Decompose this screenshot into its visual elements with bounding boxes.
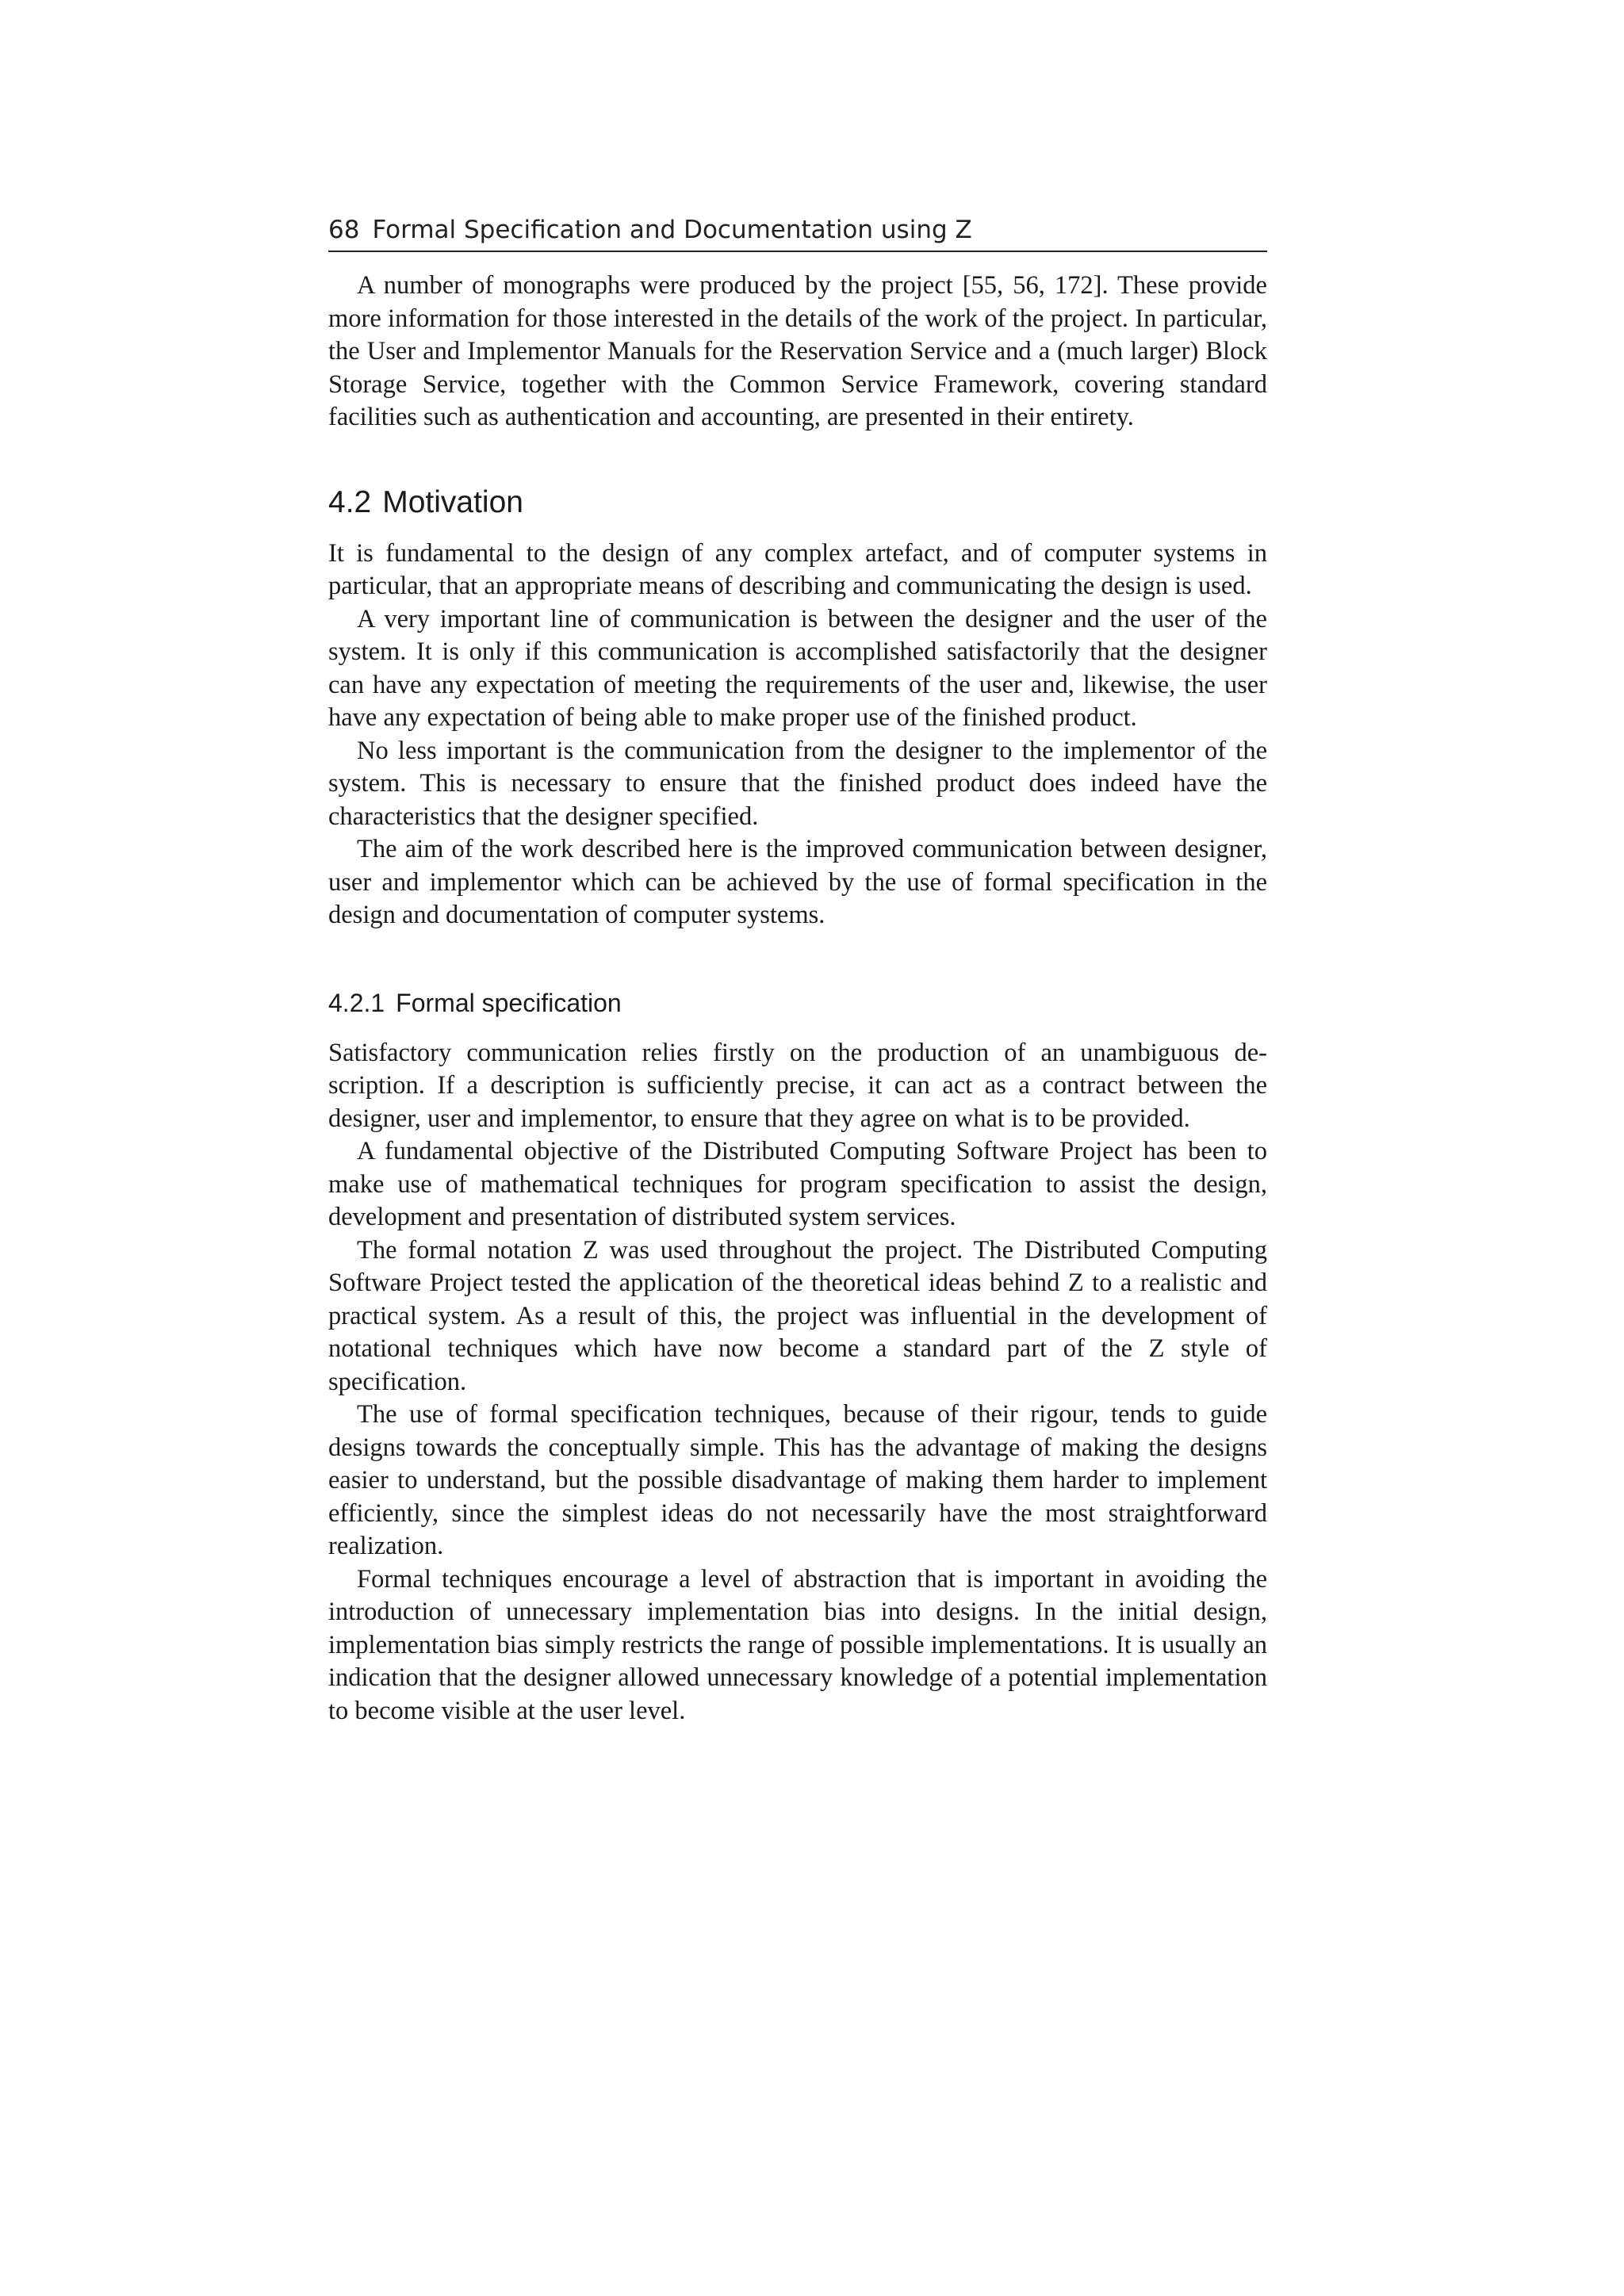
section-heading bbox=[328, 484, 1267, 522]
paragraph: A number of monographs were produced by the project [55, 56, 172]. These provide more information for those interested in the details of the work of the project. In particular, the User and Implementor Manuals for the Reservation Service and a (much larger) Block Storage Service, together with the Common Service Framework, covering standard facilities such as authentication and accounting, are presented in their entirety. bbox=[328, 271, 1267, 431]
page-number: 68 bbox=[328, 216, 360, 244]
paragraph: A very important line of communication is between the designer and the user of the system. It is only if this communication is accomplished satisfactorily that the designer can have any expectation of meeting the requirements of the user and, likewise, the user have any expectation of being able to make proper use of the finished product. bbox=[328, 604, 1267, 732]
paragraph: Formal techniques encourage a level of abstraction that is important in avoiding the introduction of unnecessary implementation bias into designs. In the initial design, implementation bias simply restricts the range of possible implementations. It is usually an indication that the designer allowed unnecessary knowledge of a potential implementation to become visible at the user level. bbox=[328, 1564, 1267, 1725]
running-head bbox=[328, 212, 1267, 252]
section-number: 4.2 bbox=[328, 484, 372, 519]
section-title: Motivation bbox=[382, 484, 523, 519]
paragraph: The use of formal specification techniques, because of their rigour, tends to guide designs towards the conceptually simple. This has the advantage of making the designs easier to understand, but the possible disadvantage of making them harder to implement efficiently, since the simplest ideas do not necessarily have the most straightforward realization. bbox=[328, 1400, 1267, 1560]
paragraph: A fundamental objective of the Distributed Computing Software Project has been to make use of mathematical techniques for program specification to assist the design, development and presentation of distributed system services. bbox=[328, 1137, 1267, 1231]
paragraph: The aim of the work described here is the improved communication between designer, user and implementor which can be achieved by the use of formal specification in the design and documentation of computer systems. bbox=[328, 835, 1267, 929]
subsection-title: Formal specification bbox=[396, 988, 622, 1017]
running-title: Formal Specification and Documentation using Z bbox=[372, 216, 972, 244]
paragraph: It is fundamental to the design of any complex artefact, and of computer systems in particular, that an appropriate means of describing and communicating the design is used. bbox=[328, 538, 1267, 600]
paragraph: Satisfactory communication relies firstly on the production of an unambiguous description. If a description is sufficiently precise, it can act as a contract between the designer, user and implementor, to ensure that they agree on what is to be provided. bbox=[328, 1038, 1267, 1133]
subsection-heading bbox=[328, 986, 1267, 1020]
paragraph: The formal notation Z was used throughout the project. The Distributed Computing Software Project tested the application of the theoretical ideas behind Z to a realistic and practical system. As a result of this, the project was influential in the development of notational techniques which have now become a standard part of the Z style of specification. bbox=[328, 1235, 1267, 1396]
subsection-number: 4.2.1 bbox=[328, 988, 385, 1017]
paragraph: No less important is the communication from the designer to the implementor of the system. This is necessary to ensure that the finished product does indeed have the characteristics that the designer specified. bbox=[328, 736, 1267, 831]
book-page bbox=[328, 212, 1267, 1728]
